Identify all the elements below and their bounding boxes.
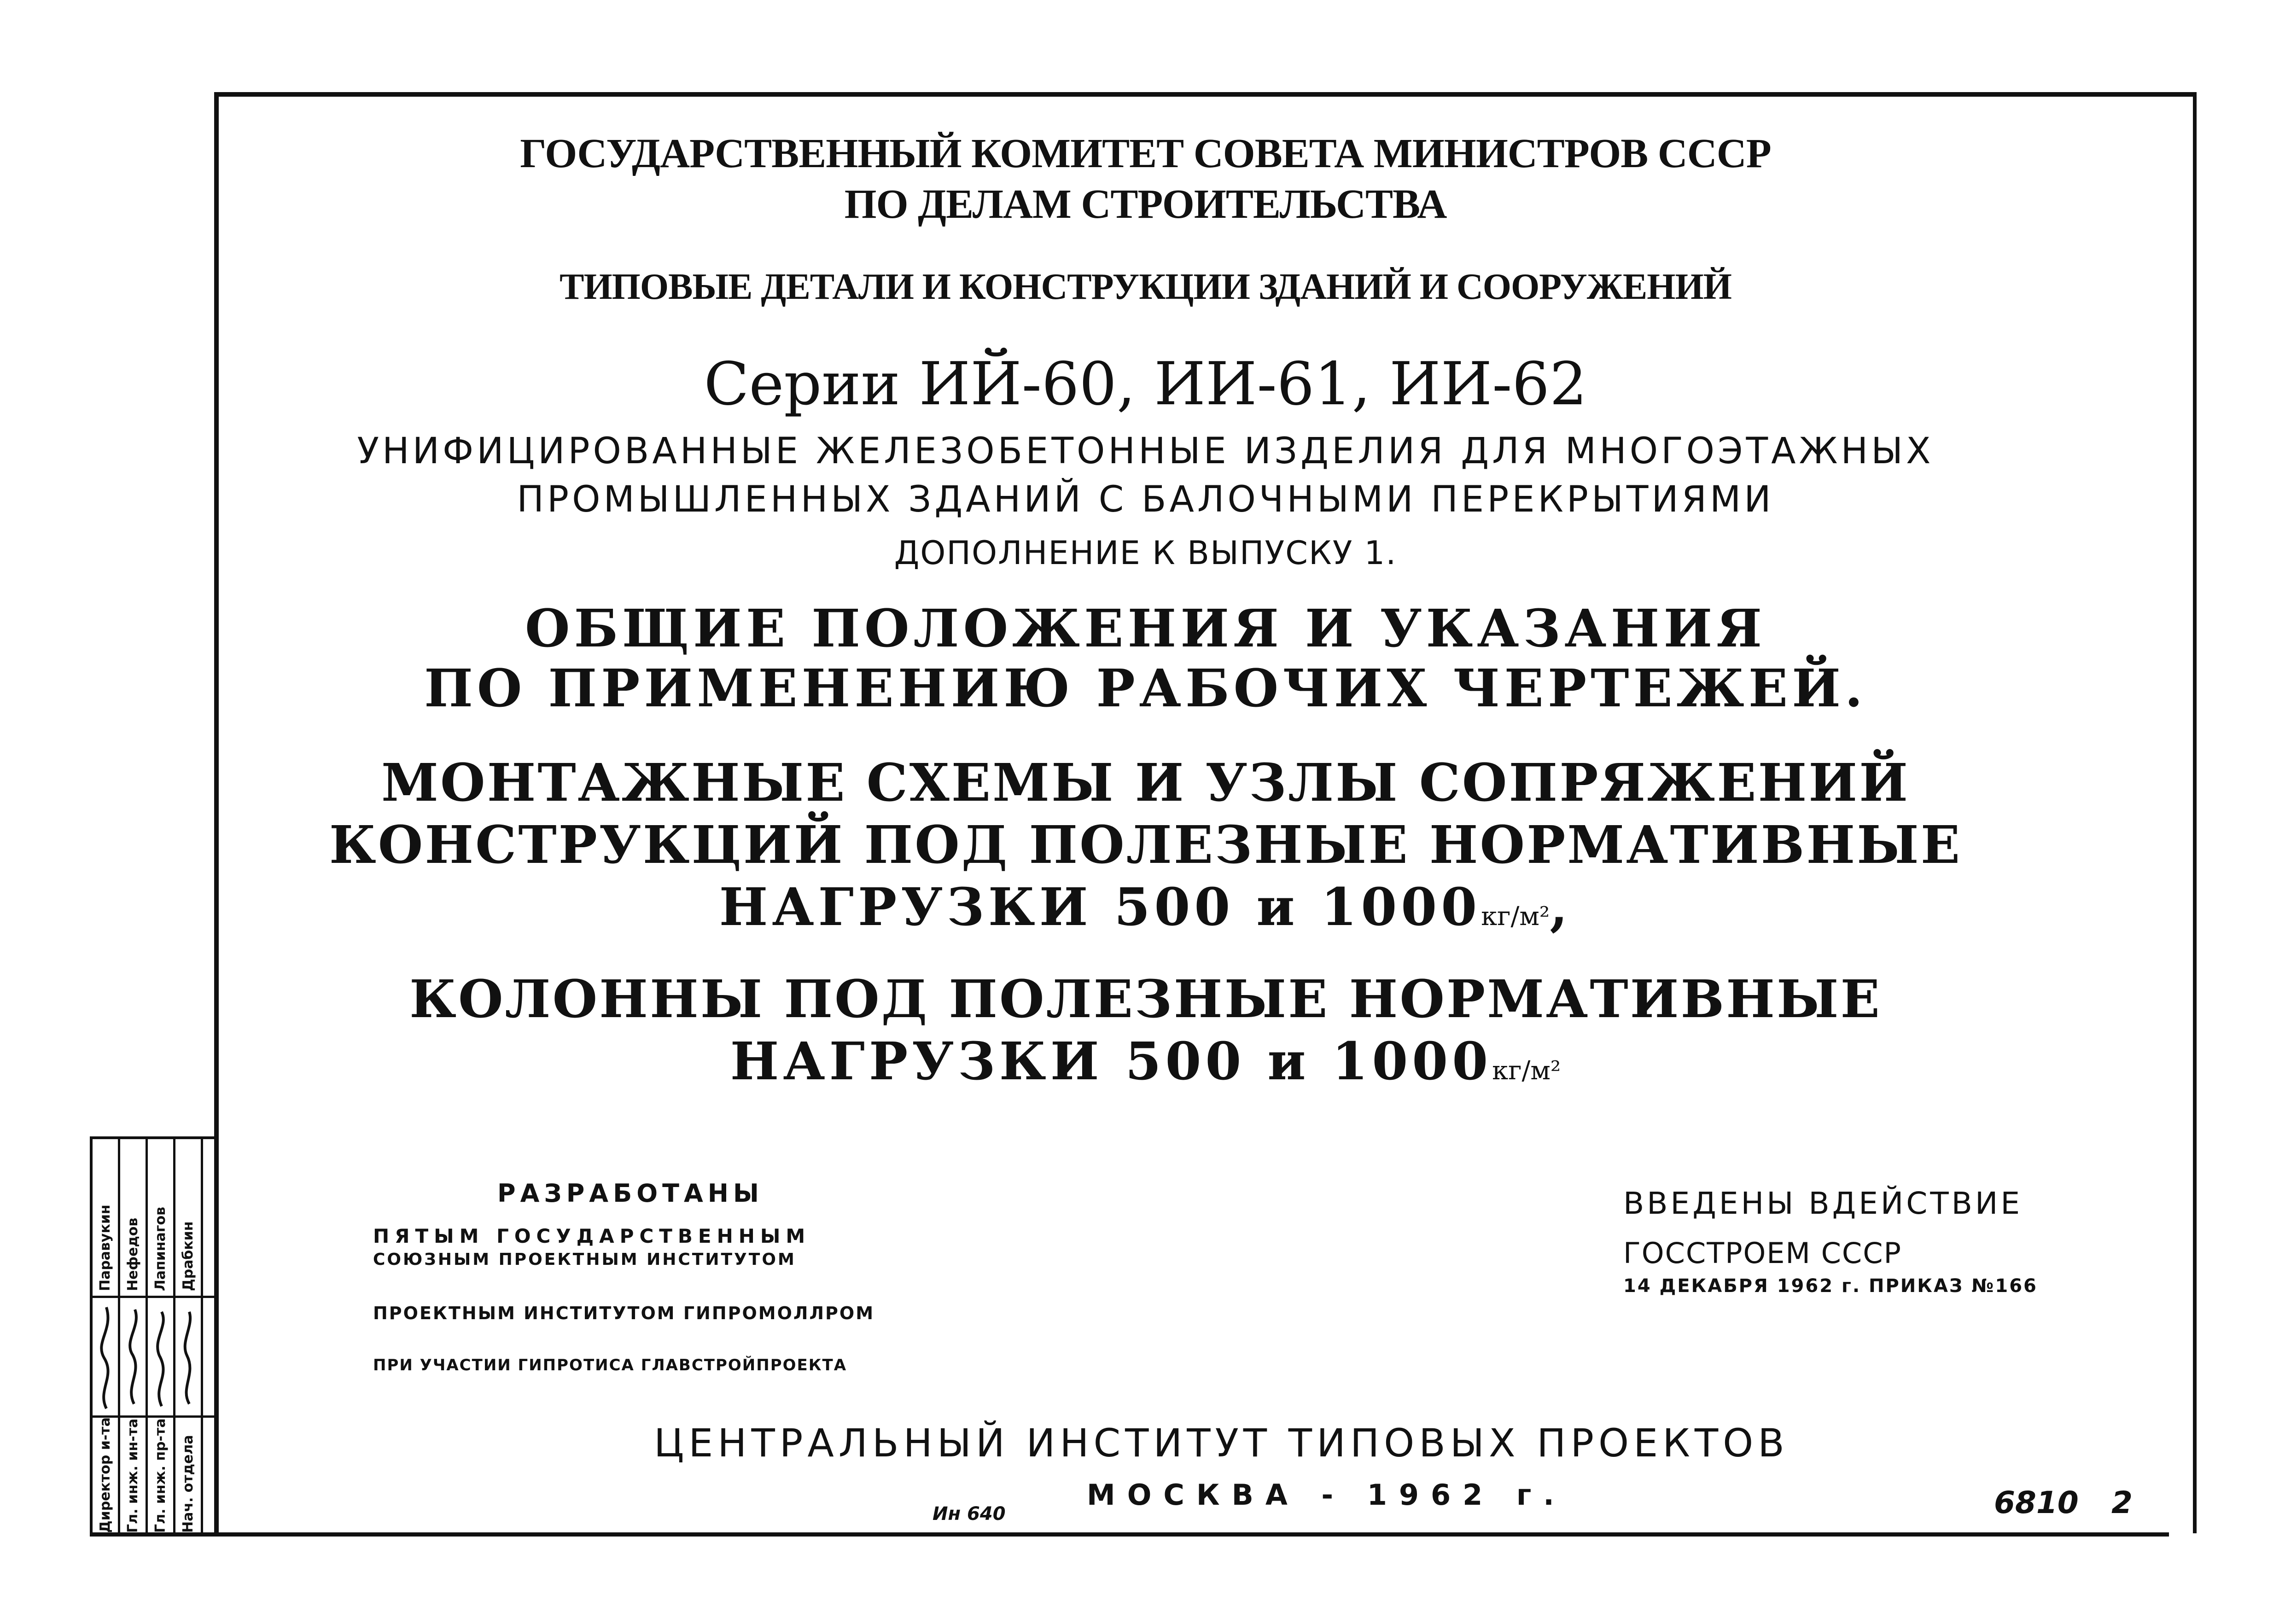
stamp-role-2: Гл. инж. ин-та bbox=[125, 1418, 141, 1533]
stamp-role-4: Нач. отдела bbox=[180, 1435, 196, 1533]
mount-title-2: КОНСТРУКЦИЙ ПОД ПОЛЕЗНЫЕ НОРМАТИВНЫЕ bbox=[329, 815, 1962, 875]
stamp-role-1: Директор и-та bbox=[97, 1417, 113, 1533]
header-line-1: ГОСУДАРСТВЕННЫЙ КОМИТЕТ СОВЕТА МИНИСТРОВ СССР bbox=[520, 131, 1771, 176]
footer-institute: ЦЕНТРАЛЬНЫЙ ИНСТИТУТ ТИПОВЫХ ПРОЕКТОВ bbox=[654, 1420, 1789, 1466]
columns-title-2 bbox=[0, 1031, 2291, 1092]
header-line-3: ТИПОВЫЕ ДЕТАЛИ И КОНСТРУКЦИИ ЗДАНИЙ И СООРУЖЕНИЙ bbox=[560, 267, 1731, 307]
general-title-1: ОБЩИЕ ПОЛОЖЕНИЯ И УКАЗАНИЯ bbox=[525, 599, 1766, 659]
columns-title-1: КОЛОННЫ ПОД ПОЛЕЗНЫЕ НОРМАТИВНЫЕ bbox=[409, 969, 1882, 1030]
enacted-title: ВВЕДЕНЫ ВДЕЙСТВИЕ bbox=[1623, 1186, 2023, 1221]
frame-bottom-line bbox=[90, 1532, 2169, 1537]
developed-line-1: ПЯТЫМ ГОСУДАРСТВЕННЫМ bbox=[373, 1225, 811, 1247]
mount-load-tail: , bbox=[1550, 877, 1572, 937]
footer-sheet-number: 2 bbox=[2111, 1485, 2133, 1520]
developed-line-3: ПРОЕКТНЫМ ИНСТИТУТОМ ГИПРОМОЛЛРОМ bbox=[373, 1303, 875, 1323]
series-desc-2: ПРОМЫШЛЕННЫХ ЗДАНИЙ С БАЛОЧНЫМИ ПЕРЕКРЫТИЯМИ bbox=[517, 479, 1774, 520]
developed-line-2: СОЮЗНЫМ ПРОЕКТНЫМ ИНСТИТУТОМ bbox=[373, 1250, 796, 1269]
enacted-line-2: 14 ДЕКАБРЯ 1962 г. ПРИКАЗ №166 bbox=[1623, 1275, 2038, 1297]
series-desc-1: УНИФИЦИРОВАННЫЕ ЖЕЛЕЗОБЕТОННЫЕ ИЗДЕЛИЯ ДЛЯ МНОГОЭТАЖНЫХ bbox=[357, 431, 1934, 472]
general-title-2: ПО ПРИМЕНЕНИЮ РАБОЧИХ ЧЕРТЕЖЕЙ. bbox=[424, 658, 1867, 719]
stamp-signatures bbox=[93, 1298, 203, 1415]
stamp-name-2: Нефедов bbox=[125, 1217, 141, 1291]
stamp-name-1: Паравукин bbox=[97, 1205, 113, 1291]
mount-load-text: НАГРУЗКИ 500 и 1000 bbox=[719, 877, 1481, 937]
header-line-2: ПО ДЕЛАМ СТРОИТЕЛЬСТВА bbox=[844, 181, 1447, 227]
mount-title-3 bbox=[0, 877, 2291, 937]
mount-title-1: МОНТАЖНЫЕ СХЕМЫ И УЗЛЫ СОПРЯЖЕНИЙ bbox=[381, 753, 1910, 813]
developed-title: РАЗРАБОТАНЫ bbox=[497, 1179, 764, 1208]
supplement-label: ДОПОЛНЕНИЕ К ВЫПУСКУ 1. bbox=[894, 534, 1397, 572]
stamp-name-4: Драбкин bbox=[180, 1221, 196, 1291]
stamp-role-3: Гл. инж. пр-та bbox=[152, 1418, 169, 1533]
footer-order-number: 6810 bbox=[1994, 1485, 2079, 1520]
series-title: Серии ИЙ-60, ИИ-61, ИИ-62 bbox=[704, 350, 1587, 419]
columns-load-text: НАГРУЗКИ 500 и 1000 bbox=[730, 1031, 1492, 1092]
mount-load-unit: кг/м² bbox=[1481, 902, 1550, 931]
columns-load-unit: кг/м² bbox=[1492, 1056, 1561, 1086]
footer-city: МОСКВА - 1962 г. bbox=[1087, 1478, 1566, 1512]
stamp-name-3: Лапинагов bbox=[152, 1206, 169, 1291]
developed-line-4: ПРИ УЧАСТИИ ГИПРОТИСА ГЛАВСТРОЙПРОЕКТА bbox=[373, 1356, 847, 1374]
footer-inventory-number: Ин 640 bbox=[933, 1503, 1006, 1525]
enacted-line-1: ГОССТРОЕМ СССР bbox=[1623, 1236, 1902, 1270]
signature-stamp bbox=[90, 1136, 219, 1535]
